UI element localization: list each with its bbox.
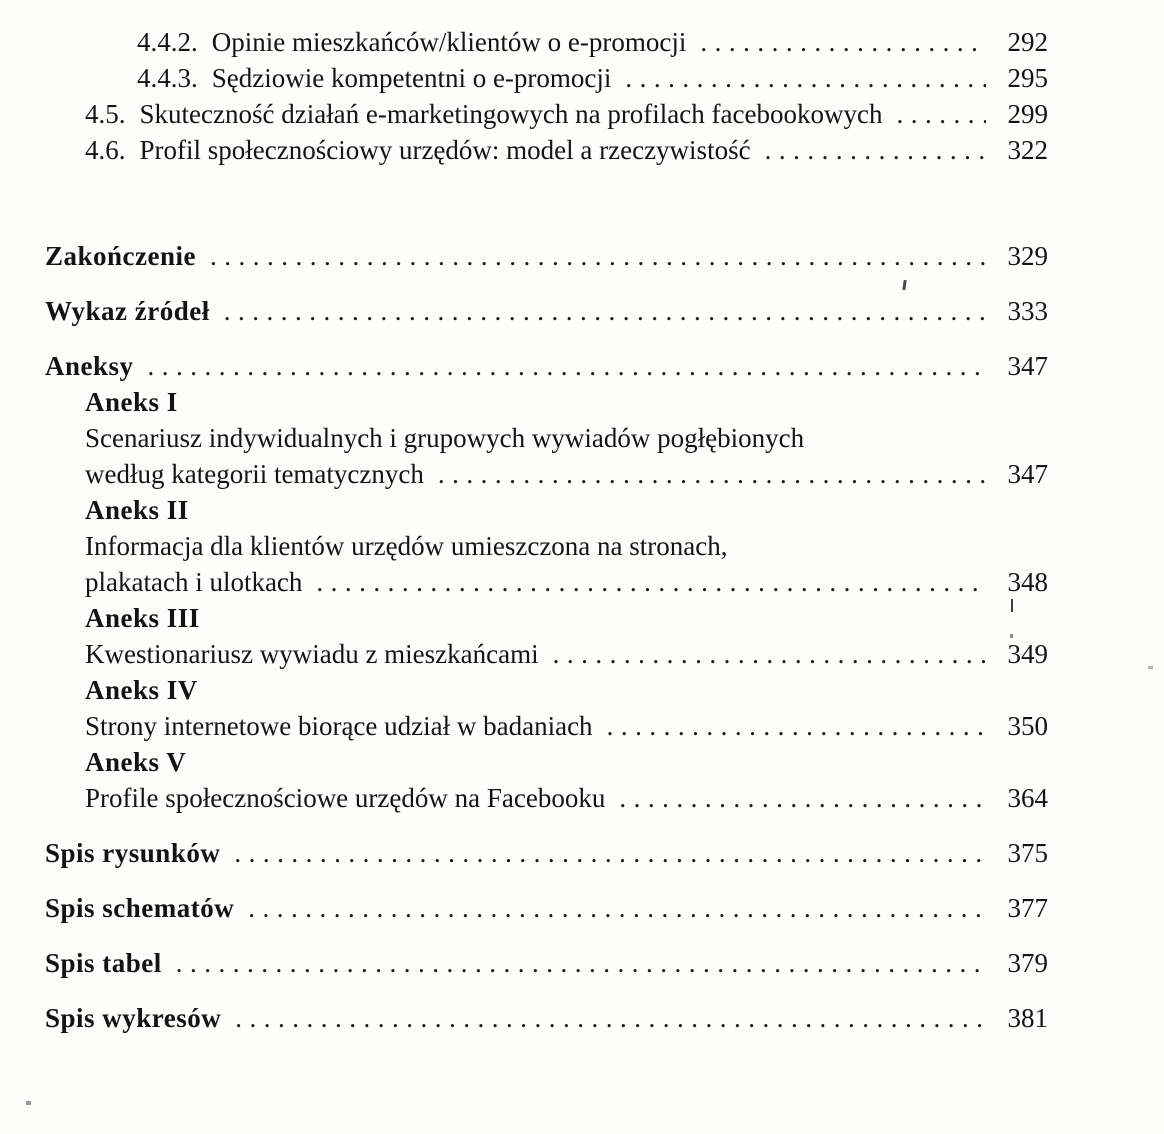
dot-leader (248, 890, 986, 926)
toc-entry-label: Wykaz źródeł (45, 296, 210, 326)
toc-entry-label: plakatach i ulotkach (85, 567, 303, 597)
dot-leader (148, 348, 986, 384)
toc-entry-page: 333 (1007, 296, 1048, 326)
toc-entry-page: 381 (1007, 1003, 1048, 1033)
toc-entry (45, 672, 1048, 708)
dot-leader (553, 636, 986, 672)
dot-leader (625, 60, 986, 96)
toc-entry-page: 350 (1007, 711, 1048, 741)
toc-entry (45, 945, 1048, 981)
toc-entry (45, 24, 1048, 60)
toc-entry-page: 329 (1007, 241, 1048, 271)
toc-entry (45, 420, 1048, 456)
toc-entry-label: Skuteczność działań e-marketingowych na profilach facebookowych (139, 99, 883, 129)
toc-entry (45, 293, 1048, 329)
toc-entry (45, 890, 1048, 926)
toc-entry (45, 96, 1048, 132)
toc-entry-label: Spis wykresów (45, 1003, 222, 1033)
dot-leader (235, 1000, 986, 1036)
scan-artifact-mark (26, 1101, 31, 1105)
toc-entry-label: Kwestionariusz wywiadu z mieszkańcami (85, 639, 539, 669)
toc-entry-label: Profile społecznościowe urzędów na Facebooku (85, 783, 606, 813)
toc-entry-label: Aneks I (85, 387, 178, 417)
toc-entry (45, 835, 1048, 871)
toc-entry-label: Scenariusz indywidualnych i grupowych wywiadów pogłębionych (85, 423, 805, 453)
toc-entry (45, 744, 1048, 780)
toc-entry-page: 347 (1007, 351, 1048, 381)
toc-entry-number: 4.6. (85, 135, 126, 165)
toc-entry-label: Informacja dla klientów urzędów umieszczona na stronach, (85, 531, 728, 561)
dot-leader (234, 835, 986, 871)
toc-entry-label: Spis schematów (45, 893, 235, 923)
toc-entry (45, 636, 1048, 672)
dot-leader (210, 238, 986, 274)
toc-entry-label: Aneks V (85, 747, 187, 777)
toc-entry-label: Profil społecznościowy urzędów: model a rzeczywistość (139, 135, 751, 165)
toc-entry (45, 384, 1048, 420)
dot-leader (700, 24, 986, 60)
toc-entry-label: Strony internetowe biorące udział w badaniach (85, 711, 593, 741)
scan-artifact-mark (1148, 666, 1153, 669)
toc-entry (45, 348, 1048, 384)
scan-artifact-mark (1010, 634, 1013, 638)
dot-leader (176, 945, 986, 981)
toc-entry (45, 708, 1048, 744)
toc-entry-label: Aneks III (85, 603, 200, 633)
toc-entry-label: Aneks IV (85, 675, 198, 705)
toc-entry (45, 528, 1048, 564)
toc-entry-page: 375 (1007, 838, 1048, 868)
toc-entry-list (45, 24, 1048, 1036)
toc-entry (45, 1000, 1048, 1036)
scan-artifact-mark (1011, 599, 1013, 612)
toc-entry (45, 456, 1048, 492)
toc-entry (45, 600, 1048, 636)
dot-leader (896, 96, 986, 132)
dot-leader (316, 564, 986, 600)
toc-entry-label: Aneksy (45, 351, 134, 381)
dot-leader (438, 456, 986, 492)
toc-entry (45, 564, 1048, 600)
toc-entry-label: Spis rysunków (45, 838, 221, 868)
toc-entry (45, 492, 1048, 528)
toc-entry-label: według kategorii tematycznych (85, 459, 424, 489)
toc-entry-label: Spis tabel (45, 948, 162, 978)
toc-entry-page: 347 (1007, 459, 1048, 489)
dot-leader (619, 780, 986, 816)
toc-entry-page: 292 (1007, 27, 1048, 57)
toc-entry-page: 364 (1007, 783, 1048, 813)
toc-entry (45, 60, 1048, 96)
toc-entry-page: 379 (1007, 948, 1048, 978)
dot-leader (765, 132, 986, 168)
toc-entry-number: 4.5. (85, 99, 126, 129)
toc-entry-page: 349 (1007, 639, 1048, 669)
toc-entry-page: 299 (1007, 99, 1048, 129)
toc-entry-page: 377 (1007, 893, 1048, 923)
dot-leader (607, 708, 986, 744)
toc-entry-label: Opinie mieszkańców/klientów o e-promocji (211, 27, 687, 57)
toc-entry-number: 4.4.2. (137, 27, 198, 57)
toc-entry-label: Zakończenie (45, 241, 196, 271)
toc-entry-page: 348 (1007, 567, 1048, 597)
toc-entry (45, 132, 1048, 168)
toc-entry (45, 780, 1048, 816)
toc-entry-label: Aneks II (85, 495, 189, 525)
toc-entry-page: 295 (1007, 63, 1048, 93)
toc-entry-number: 4.4.3. (137, 63, 198, 93)
toc-entry-page: 322 (1007, 135, 1048, 165)
toc-entry (45, 238, 1048, 274)
dot-leader (224, 293, 986, 329)
toc-entry-label: Sędziowie kompetentni o e-promocji (211, 63, 612, 93)
